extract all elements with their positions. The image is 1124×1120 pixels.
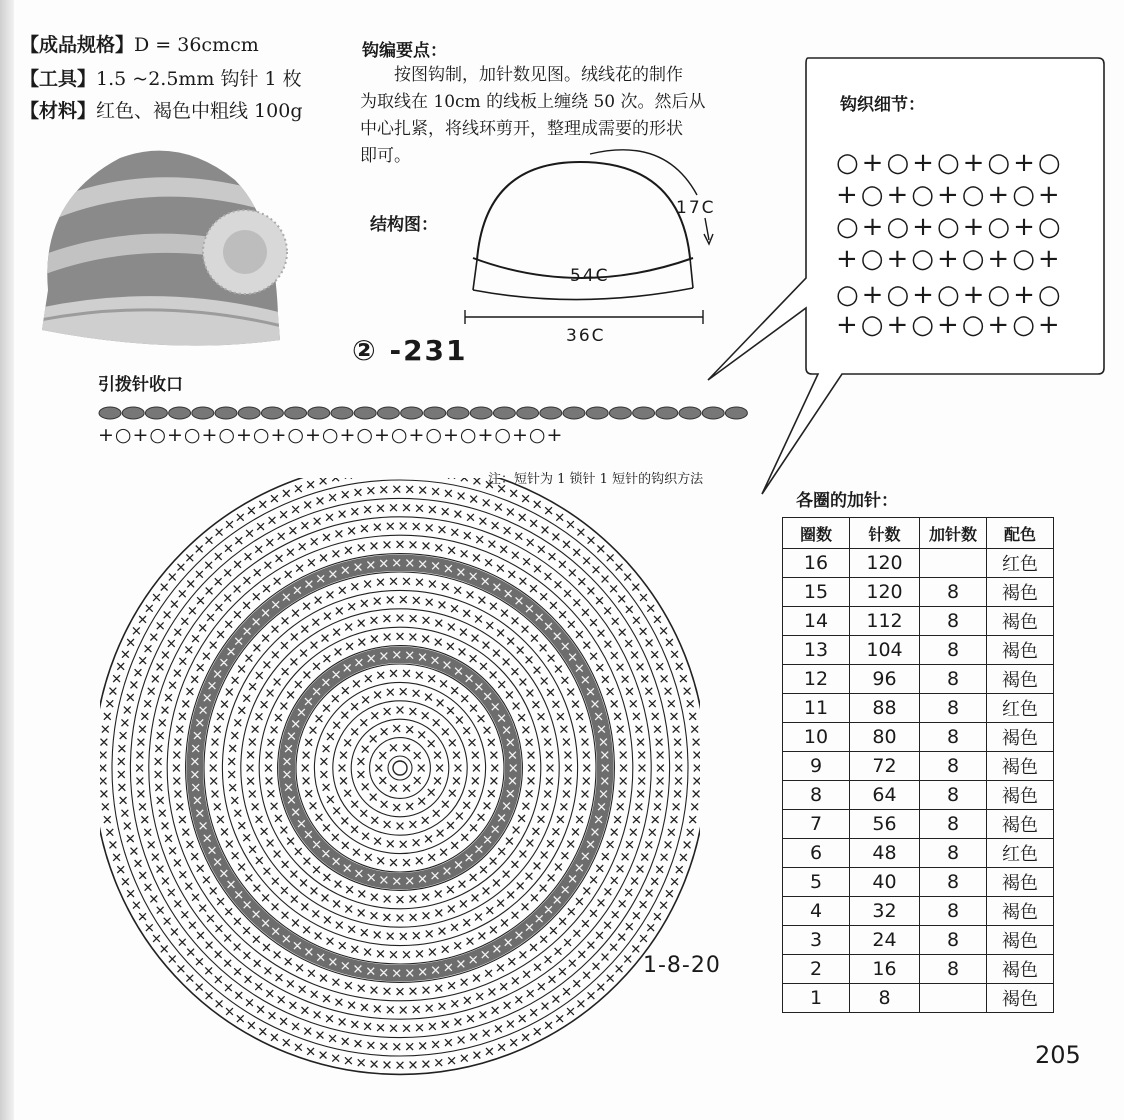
table-header-row	[783, 518, 1054, 549]
round-divider	[333, 701, 467, 835]
header-color: 配色	[987, 518, 1054, 549]
cell-stitches: 112	[850, 607, 920, 636]
cell-increase: 8	[920, 636, 987, 665]
cell-color: 红色	[987, 694, 1054, 723]
round-divider	[222, 590, 577, 945]
cell-stitches: 40	[850, 868, 920, 897]
table-row	[783, 578, 1054, 607]
slip-stitch-oval	[424, 407, 446, 419]
cell-increase: 8	[920, 781, 987, 810]
slip-stitch-oval	[401, 407, 423, 419]
cell-round: 5	[783, 868, 850, 897]
pompom-icon	[203, 210, 287, 294]
cell-stitches: 56	[850, 810, 920, 839]
slip-stitch-oval	[261, 407, 283, 419]
side-label: 17C	[676, 198, 716, 218]
slip-stitch-oval	[656, 407, 678, 419]
slip-stitch-oval	[540, 407, 562, 419]
cell-color: 褐色	[987, 665, 1054, 694]
cell-round: 8	[783, 781, 850, 810]
cell-color: 褐色	[987, 897, 1054, 926]
cell-stitches: 120	[850, 578, 920, 607]
header-increase: 加针数	[920, 518, 987, 549]
cell-color: 褐色	[987, 955, 1054, 984]
cell-round: 9	[783, 752, 850, 781]
cell-round: 14	[783, 607, 850, 636]
slip-stitch-oval	[192, 407, 214, 419]
cell-stitches: 48	[850, 839, 920, 868]
cell-stitches: 16	[850, 955, 920, 984]
key-points-line: 即可。	[360, 146, 411, 166]
stitch-note: 注：短针为 1 锁针 1 短针的钩织方法	[488, 472, 704, 487]
header-stitches: 针数	[850, 518, 920, 549]
round-divider	[314, 682, 485, 853]
width-label: 36C	[566, 326, 606, 346]
cell-stitches: 72	[850, 752, 920, 781]
page-number: 205	[1035, 1041, 1081, 1069]
brim-label: 54C	[570, 266, 610, 286]
cell-color: 褐色	[987, 723, 1054, 752]
table-row	[783, 897, 1054, 926]
slip-stitch-oval	[517, 407, 539, 419]
table-row	[783, 665, 1054, 694]
slip-stitch-oval	[493, 407, 515, 419]
table-row	[783, 549, 1054, 578]
slip-stitch-oval	[215, 407, 237, 419]
slip-stitch-oval	[169, 407, 191, 419]
cell-increase: 8	[920, 723, 987, 752]
slip-stitch-oval	[354, 407, 376, 419]
detail-title: 钩织细节：	[840, 95, 925, 115]
magic-ring-icon	[393, 761, 407, 775]
cell-round: 4	[783, 897, 850, 926]
cell-color: 褐色	[987, 607, 1054, 636]
cell-increase: 8	[920, 810, 987, 839]
cell-color: 褐色	[987, 578, 1054, 607]
table-row	[783, 839, 1054, 868]
cell-round: 3	[783, 926, 850, 955]
cell-round: 11	[783, 694, 850, 723]
round-divider	[130, 498, 669, 1037]
detail-row: ○+○+○+○+○	[836, 212, 1064, 242]
cell-round: 2	[783, 955, 850, 984]
detail-row: ○+○+○+○+○	[836, 148, 1064, 178]
cell-increase: 8	[920, 752, 987, 781]
cell-increase: 8	[920, 926, 987, 955]
cell-color: 褐色	[987, 868, 1054, 897]
cell-increase	[920, 984, 987, 1013]
detail-row: ○+○+○+○+○	[836, 280, 1064, 310]
stitch-marks-round	[302, 670, 498, 866]
slip-stitch-oval	[586, 407, 608, 419]
table-row	[783, 868, 1054, 897]
cell-round: 10	[783, 723, 850, 752]
stitch-marks-round	[321, 688, 480, 847]
slip-stitch-oval	[377, 407, 399, 419]
slip-stitch-oval	[679, 407, 701, 419]
spec-tool-label: 【工具】	[20, 68, 97, 90]
cell-increase: 8	[920, 897, 987, 926]
red-round-band	[195, 563, 605, 973]
cell-round: 12	[783, 665, 850, 694]
stitch-marks-round	[210, 578, 590, 958]
stitch-marks-round	[136, 504, 664, 1031]
key-points-line: 按图钩制，加针数见图。绒线花的制作	[394, 65, 683, 85]
table-row	[783, 810, 1054, 839]
detail-row: +○+○+○+○+	[836, 244, 1063, 274]
key-points-line: 为取线在 10cm 的线板上缠绕 50 次。然后从	[360, 92, 706, 112]
slip-stitch-oval	[99, 407, 121, 419]
cell-stitches: 96	[850, 665, 920, 694]
table-row	[783, 926, 1054, 955]
cell-round: 15	[783, 578, 850, 607]
cell-round: 16	[783, 549, 850, 578]
slip-stitch-oval	[447, 407, 469, 419]
round-divider	[149, 517, 651, 1019]
slip-stitch-oval	[633, 407, 655, 419]
stitch-marks-round	[375, 744, 424, 791]
cell-stitches: 8	[850, 984, 920, 1013]
cell-stitches: 104	[850, 636, 920, 665]
spec-material-label: 【材料】	[20, 100, 97, 122]
table-row	[783, 984, 1054, 1013]
header-round: 圈数	[783, 518, 850, 549]
structure-diagram	[455, 140, 725, 340]
cell-increase: 8	[920, 839, 987, 868]
cell-stitches: 64	[850, 781, 920, 810]
spec-size	[20, 30, 259, 60]
slip-stitch-oval	[145, 407, 167, 419]
cell-color: 红色	[987, 549, 1054, 578]
cell-stitches: 120	[850, 549, 920, 578]
cell-round: 7	[783, 810, 850, 839]
cell-round: 6	[783, 839, 850, 868]
slip-stitch-oval	[308, 407, 330, 419]
slip-stitch-oval	[285, 407, 307, 419]
cell-increase: 8	[920, 868, 987, 897]
cell-increase: 8	[920, 578, 987, 607]
table-row	[783, 607, 1054, 636]
pattern-code: ② -231	[352, 334, 468, 367]
table-row	[783, 781, 1054, 810]
cell-color: 褐色	[987, 752, 1054, 781]
cell-round: 1	[783, 984, 850, 1013]
cell-stitches: 80	[850, 723, 920, 752]
table-row	[783, 636, 1054, 665]
structure-label: 结构图：	[370, 215, 438, 235]
cell-stitches: 32	[850, 897, 920, 926]
table-row	[783, 694, 1054, 723]
cell-increase	[920, 549, 987, 578]
spec-size-value: D = 36cmcm	[134, 34, 259, 56]
cell-stitches: 88	[850, 694, 920, 723]
table-row	[783, 752, 1054, 781]
table-row	[783, 723, 1054, 752]
table-title: 各圈的加针：	[796, 491, 898, 511]
hat-photo	[30, 140, 290, 350]
spec-material	[20, 96, 302, 126]
slip-stitch-row	[96, 402, 756, 424]
cell-color: 红色	[987, 839, 1054, 868]
slip-stitch-oval	[470, 407, 492, 419]
slip-stitch-oval	[331, 407, 353, 419]
cell-increase: 8	[920, 665, 987, 694]
round-divider	[388, 756, 412, 780]
crown-chart	[100, 478, 700, 1078]
detail-callout	[700, 50, 1110, 500]
cell-stitches: 24	[850, 926, 920, 955]
book-spine-shadow	[0, 0, 14, 1120]
spec-tool-value: 1.5 ~2.5mm 钩针 1 枚	[96, 68, 302, 90]
detail-row: +○+○+○+○+	[836, 310, 1063, 340]
round-divider	[204, 572, 596, 964]
spec-material-value: 红色、褐色中粗线 100g	[96, 100, 303, 122]
cell-color: 褐色	[987, 926, 1054, 955]
key-points-line: 中心扎紧，将线环剪开，整理成需要的形状	[360, 119, 683, 139]
cell-color: 褐色	[987, 984, 1054, 1013]
detail-row: +○+○+○+○+	[836, 180, 1063, 210]
cell-color: 褐色	[987, 810, 1054, 839]
increase-table	[782, 517, 1054, 1013]
cell-color: 褐色	[987, 636, 1054, 665]
round-divider	[259, 627, 541, 909]
cell-increase: 8	[920, 607, 987, 636]
slip-stitch-oval	[563, 407, 585, 419]
spec-size-label: 【成品规格】	[20, 34, 135, 56]
cell-color: 褐色	[987, 781, 1054, 810]
key-points-title: 钩编要点：	[362, 41, 447, 61]
slip-stitch-oval	[122, 407, 144, 419]
cell-increase: 8	[920, 694, 987, 723]
cell-increase: 8	[920, 955, 987, 984]
round-divider	[351, 719, 449, 817]
slip-stitch-oval	[238, 407, 260, 419]
slip-stitch-oval	[609, 407, 631, 419]
spec-tool	[20, 64, 302, 94]
round-label: 1-8-20	[643, 953, 721, 978]
cell-round: 13	[783, 636, 850, 665]
closing-label: 引拨针收口	[98, 375, 183, 395]
round-divider	[167, 535, 633, 1001]
closing-pattern: +○+○+○+○+○+○+○+○+○+○+○+○+○+	[98, 424, 564, 446]
table-row	[783, 955, 1054, 984]
